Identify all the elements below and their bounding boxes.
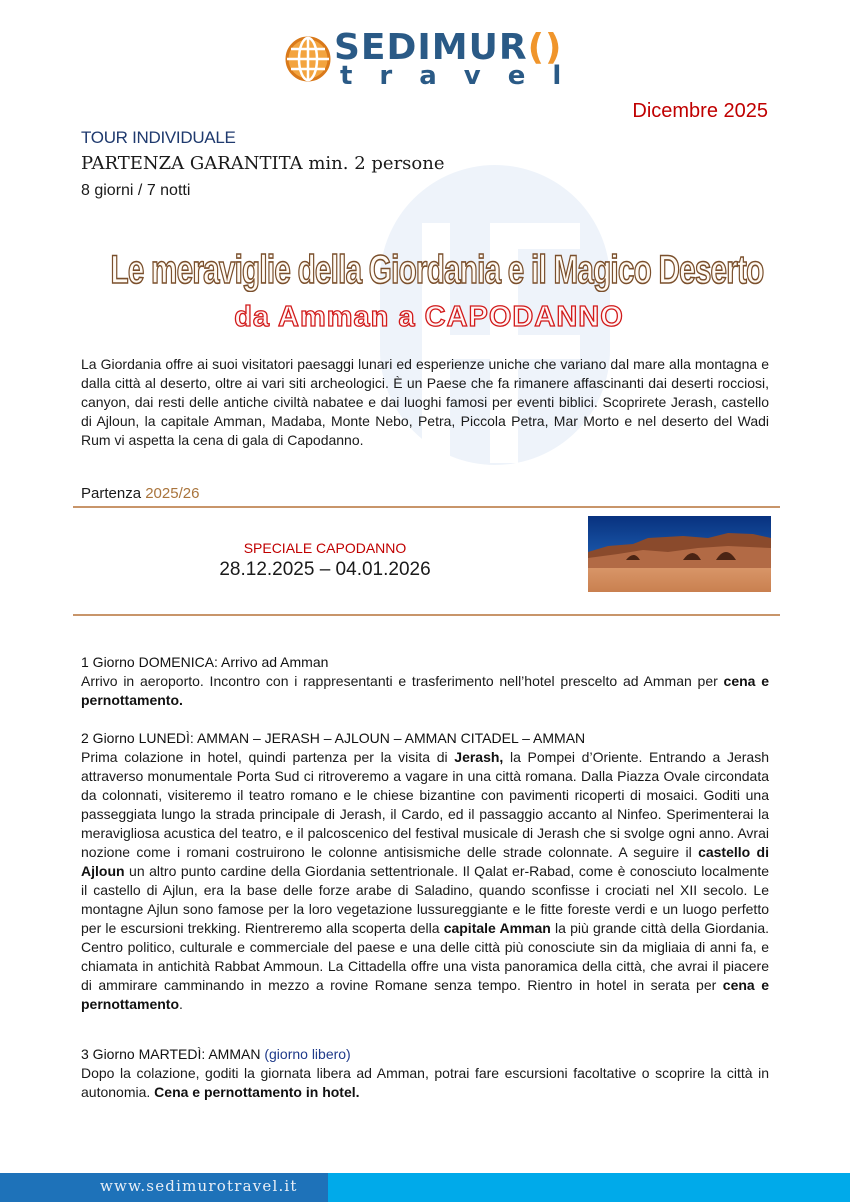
footer-banner [0,1173,850,1202]
globe-icon [284,35,332,83]
day-title: 3 Giorno MARTEDÌ: AMMAN (giorno libero) [81,1046,351,1062]
tour-title: Le meraviglie della Giordania e il Magico Deserto [110,248,764,292]
departure-year: 2025/26 [145,485,200,502]
desert-rock-image [588,516,771,592]
day-description: Dopo la colazione, goditi la giornata libera ad Amman, potrai fare escursioni facoltative o scoprire la città in autonomia. Cena e pernottamento in hotel. [81,1065,769,1100]
itinerary-day-2 [81,729,769,1014]
divider-bottom [73,614,780,616]
intro-paragraph: La Giordania offre ai suoi visitatori paesaggi lunari ed esperienze uniche che variano dal mare alla montagna e dalla città al deserto, oltre ai vari siti archeologici. È un Paese che fa rimanere affascinanti dai deserti rocciosi, canyon, dai resti delle antiche civiltà nabatee e dai luoghi famosi per eventi biblici. Scoprirete Jerash, castello di Ajloun, la capitale Amman, Madaba, Monte Nebo, Petra, Piccola Petra, Mar Morto e nel deserto del Wadi Rum vi aspetta la cena di gala di Capodanno. [81,356,769,448]
itinerary-day-1 [81,653,769,710]
day-description: Prima colazione in hotel, quindi partenza per la visita di Jerash, la Pompei d’Oriente. Entrando a Jerash attraverso monumentale Porta Sud ci ritroveremo a vagare in una città romana. Dalla Piazza Ovale circondata da colonnati, visiteremo il teatro romano e le chiese bizantine con pavimenti ricoperti di mosaici. Goditi una passeggiata lungo la strada principale di Jerash, il Cardo, ed il passaggio accanto al Ninfeo. Sperimenterai la meravigliosa acustica del teatro, e il palcoscenico del festival musicale di Jerash che si svolge ogni anno. Avrai nozione come i romani costruirono le colonne antisismiche delle strade colonnate. A seguire il castello di Ajloun un altro punto cardine della Giordania settentrionale. Il Qalat er-Rabad, come è conosciuto localmente il castello di Ajlun, era la base delle forze arabe di Saladino, quando sconfisse i crociati nel XII secolo. Le montagne Ajlun sono famose per la loro vegetazione lussureggiante e le fitte foreste verdi e un luogo perfetto per le escursioni trekking. Rientreremo alla scoperta della capitale Amman la più grande città della Giordania. Centro politico, culturale e commerciale del paese e una delle città più conosciute sin da migliaia di anni fa, e chiamata in antichità Rabbat Ammoun. La Cittadella offre una vista panoramica della città, che avrai il piacere di ammirare camminando in mezzo a rovine Romane senza tempo. Rientro in hotel in serata per cena e pernottamento. [81,749,770,1012]
logo-paren: () [527,27,563,68]
divider-top [73,506,780,508]
departure-heading [81,485,199,502]
tour-duration: 8 giorni / 7 notti [81,182,191,199]
company-logo [284,27,589,91]
tour-type: TOUR INDIVIDUALE [81,128,236,147]
tour-subtitle: da Amman a CAPODANNO [234,301,624,333]
guaranteed-departure: PARTENZA GARANTITA min. 2 persone [81,153,445,174]
day-title: 2 Giorno LUNEDÌ: AMMAN – JERASH – AJLOUN – AMMAN CITADEL – AMMAN [81,730,586,746]
day-description: Arrivo in aeroporto. Incontro con i rappresentanti e trasferimento nell’hotel prescelto ad Amman per cena e pernottamento. [81,673,769,708]
logo-brand-sub: travel [340,61,589,91]
desert-photo [588,516,771,592]
website-link[interactable]: www.sedimurotravel.it [100,1177,298,1195]
itinerary-day-3 [81,1045,769,1102]
day-title: 1 Giorno DOMENICA: Arrivo ad Amman [81,654,329,670]
special-label: SPECIALE CAPODANNO [243,540,407,556]
departure-dates: 28.12.2025 – 04.01.2026 [219,559,431,580]
footer-accent [307,1173,850,1202]
issue-date: Dicembre 2025 [632,100,768,122]
logo-brand-name: SEDIMUR() [334,27,563,68]
departure-label: Partenza [81,485,142,502]
day-note: (giorno libero) [264,1046,351,1062]
